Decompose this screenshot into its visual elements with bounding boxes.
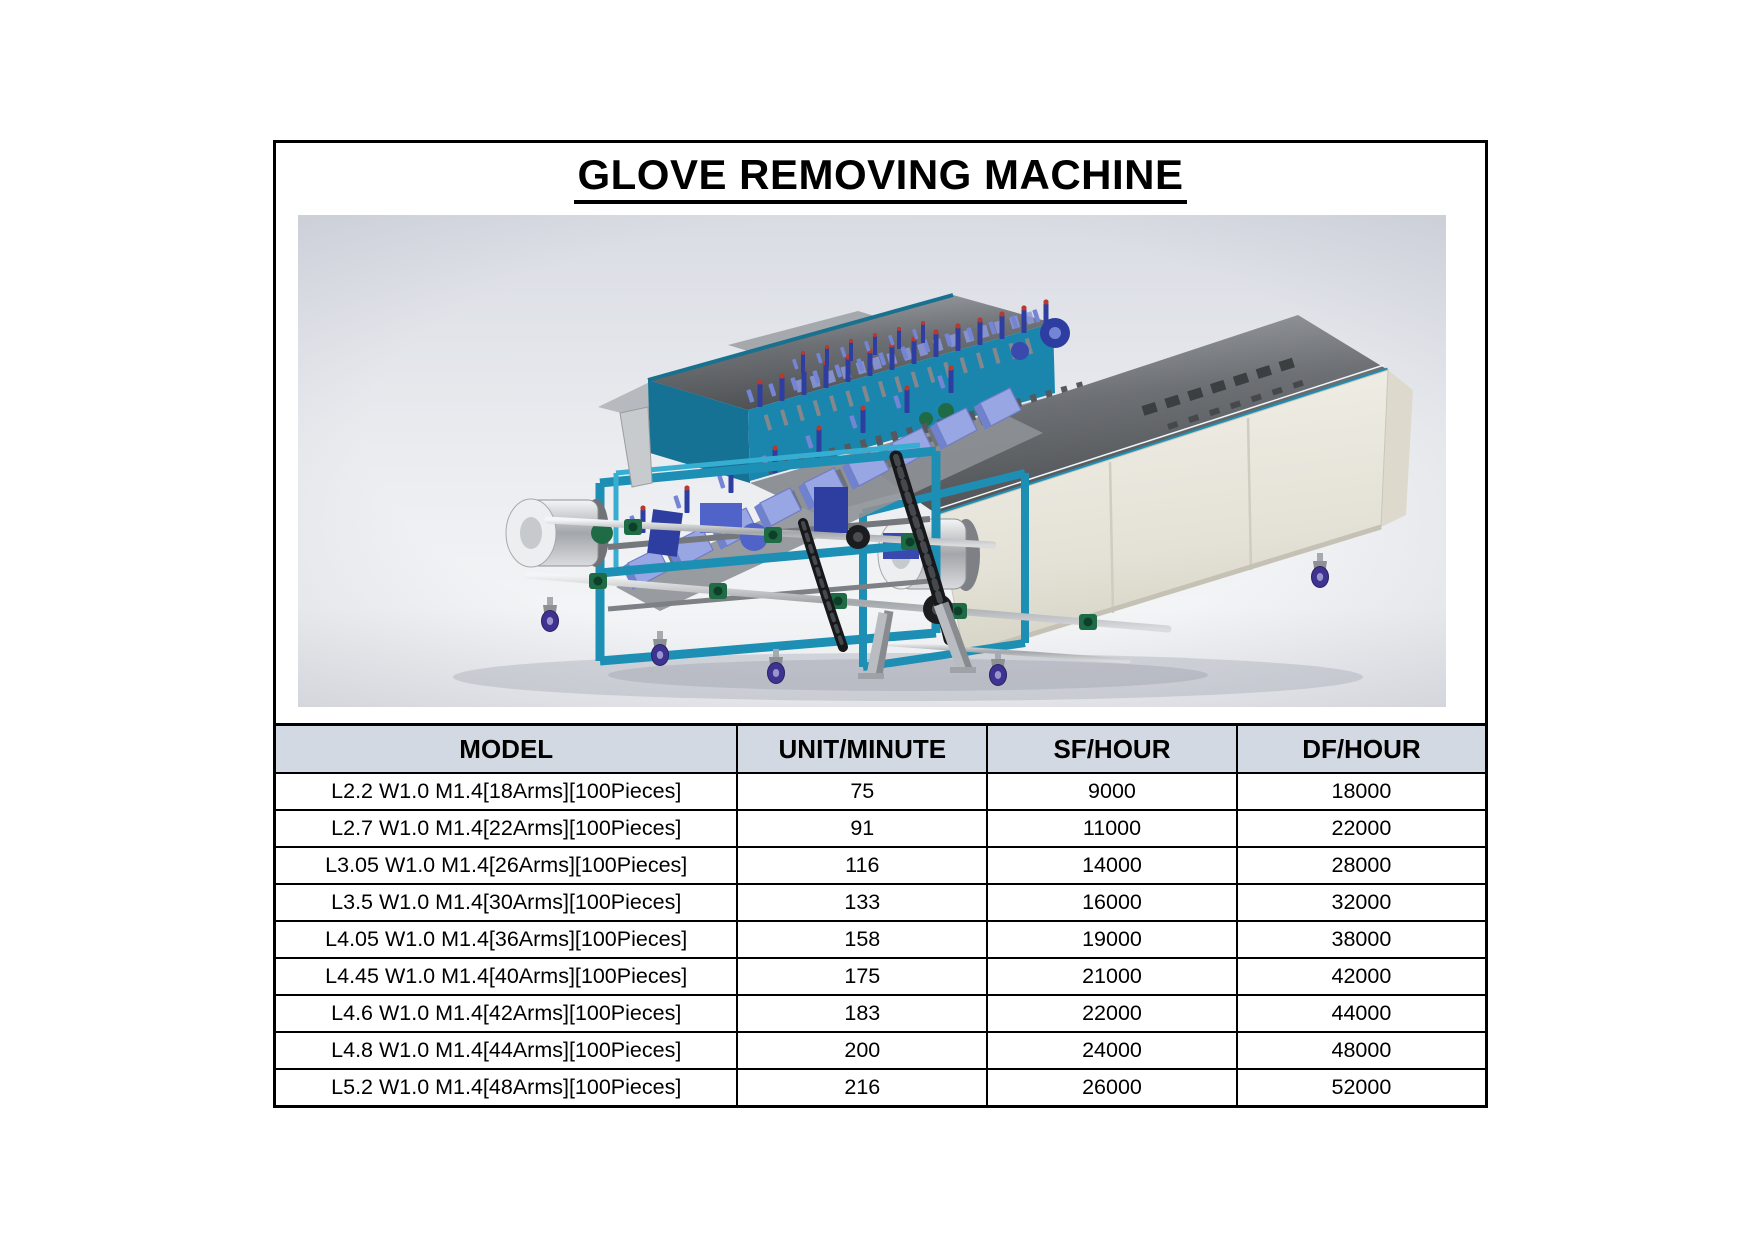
sf-hour-cell: 16000 <box>987 884 1237 921</box>
model-cell: L5.2 W1.0 M1.4[48Arms][100Pieces] <box>275 1069 738 1107</box>
unit-minute-cell: 216 <box>737 1069 987 1107</box>
column-header-model: MODEL <box>275 725 738 774</box>
spec-row <box>275 773 1487 810</box>
df-hour-cell: 38000 <box>1237 921 1487 958</box>
sf-hour-cell: 24000 <box>987 1032 1237 1069</box>
sf-hour-cell: 26000 <box>987 1069 1237 1107</box>
df-hour-cell: 42000 <box>1237 958 1487 995</box>
df-hour-cell: 32000 <box>1237 884 1487 921</box>
column-header-df-hour: DF/HOUR <box>1237 725 1487 774</box>
page-title-wrap <box>276 143 1485 213</box>
model-cell: L2.7 W1.0 M1.4[22Arms][100Pieces] <box>275 810 738 847</box>
spec-header-row <box>275 725 1487 774</box>
model-cell: L4.8 W1.0 M1.4[44Arms][100Pieces] <box>275 1032 738 1069</box>
df-hour-cell: 52000 <box>1237 1069 1487 1107</box>
spec-row <box>275 847 1487 884</box>
df-hour-cell: 28000 <box>1237 847 1487 884</box>
sf-hour-cell: 9000 <box>987 773 1237 810</box>
sf-hour-cell: 11000 <box>987 810 1237 847</box>
model-cell: L4.45 W1.0 M1.4[40Arms][100Pieces] <box>275 958 738 995</box>
sf-hour-cell: 21000 <box>987 958 1237 995</box>
column-header-sf-hour: SF/HOUR <box>987 725 1237 774</box>
unit-minute-cell: 158 <box>737 921 987 958</box>
left-drum <box>506 499 613 567</box>
df-hour-cell: 44000 <box>1237 995 1487 1032</box>
sf-hour-cell: 22000 <box>987 995 1237 1032</box>
spec-row <box>275 884 1487 921</box>
spec-row <box>275 958 1487 995</box>
model-cell: L3.5 W1.0 M1.4[30Arms][100Pieces] <box>275 884 738 921</box>
unit-minute-cell: 183 <box>737 995 987 1032</box>
unit-minute-cell: 200 <box>737 1032 987 1069</box>
machine-illustration-image <box>298 215 1446 707</box>
spec-row <box>275 1069 1487 1107</box>
model-cell: L4.6 W1.0 M1.4[42Arms][100Pieces] <box>275 995 738 1032</box>
document-border <box>273 140 1488 1105</box>
unit-minute-cell: 116 <box>737 847 987 884</box>
model-cell: L3.05 W1.0 M1.4[26Arms][100Pieces] <box>275 847 738 884</box>
sf-hour-cell: 14000 <box>987 847 1237 884</box>
unit-minute-cell: 91 <box>737 810 987 847</box>
unit-minute-cell: 133 <box>737 884 987 921</box>
spec-row <box>275 995 1487 1032</box>
machine-figure <box>298 215 1446 707</box>
spec-table <box>273 723 1488 1108</box>
spec-row <box>275 1032 1487 1069</box>
page-title: GLOVE REMOVING MACHINE <box>574 152 1186 203</box>
df-hour-cell: 22000 <box>1237 810 1487 847</box>
spec-row <box>275 921 1487 958</box>
column-header-unit-minute: UNIT/MINUTE <box>737 725 987 774</box>
sf-hour-cell: 19000 <box>987 921 1237 958</box>
unit-minute-cell: 175 <box>737 958 987 995</box>
spec-row <box>275 810 1487 847</box>
df-hour-cell: 18000 <box>1237 773 1487 810</box>
model-cell: L2.2 W1.0 M1.4[18Arms][100Pieces] <box>275 773 738 810</box>
unit-minute-cell: 75 <box>737 773 987 810</box>
model-cell: L4.05 W1.0 M1.4[36Arms][100Pieces] <box>275 921 738 958</box>
df-hour-cell: 48000 <box>1237 1032 1487 1069</box>
